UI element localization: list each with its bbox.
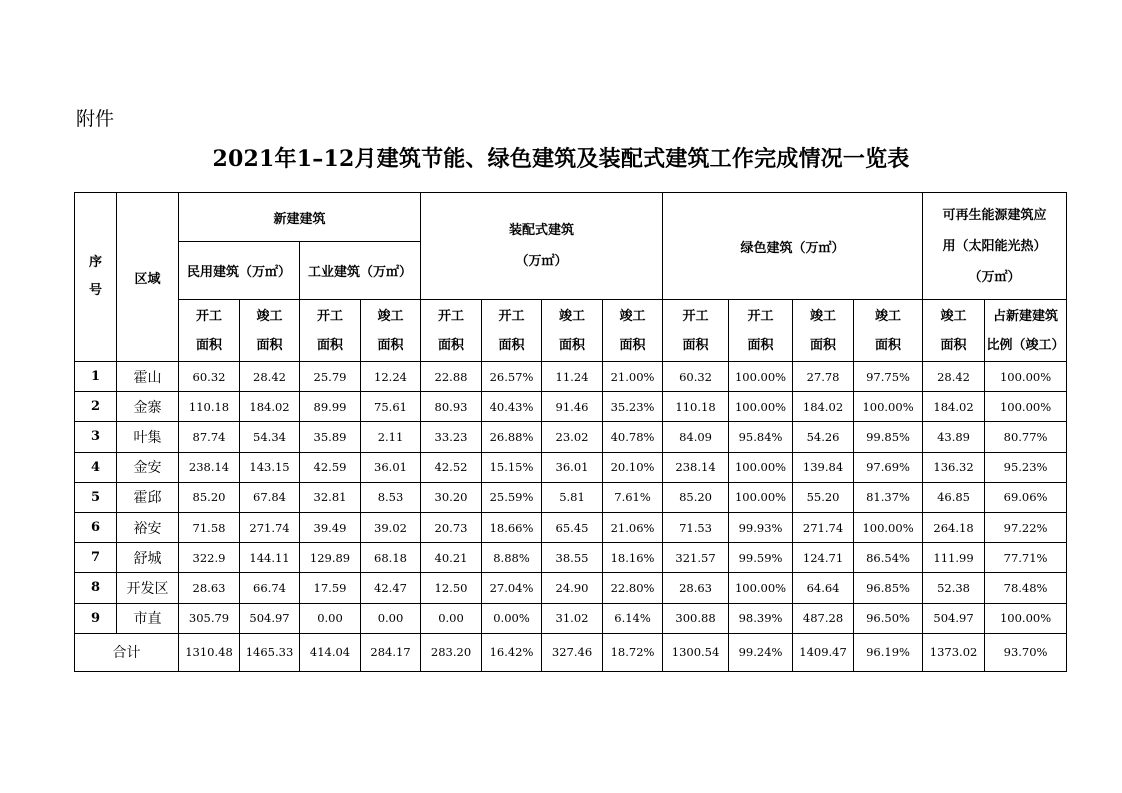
- row-region: 金安: [117, 452, 179, 482]
- column-header-line: 开工: [682, 308, 709, 324]
- total-cell: 1465.33: [240, 633, 300, 671]
- table-row: [75, 362, 1067, 392]
- table-cell: 38.55: [542, 543, 603, 573]
- table-cell: 24.90: [542, 573, 603, 603]
- table-cell: 25.59%: [482, 482, 542, 512]
- table-cell: 97.22%: [985, 512, 1067, 542]
- column-header-line: 竣工: [940, 308, 967, 324]
- table-cell: 66.74: [240, 573, 300, 603]
- table-cell: 504.97: [240, 603, 300, 633]
- column-header-line: 开工: [195, 308, 222, 324]
- table-row: [75, 482, 1067, 512]
- table-cell: 28.63: [663, 573, 729, 603]
- table-cell: 17.59: [300, 573, 361, 603]
- table-cell: 26.57%: [482, 362, 542, 392]
- column-header-line: 面积: [810, 337, 837, 353]
- table-cell: 100.00%: [729, 482, 793, 512]
- table-cell: 23.02: [542, 422, 603, 452]
- header-seq: 序号: [75, 193, 117, 362]
- header-new-building: 新建建筑: [179, 193, 421, 242]
- table-cell: 77.71%: [985, 543, 1067, 573]
- column-header: [923, 300, 985, 362]
- total-label: 合计: [75, 633, 179, 671]
- table-cell: 97.69%: [854, 452, 923, 482]
- table-cell: 21.06%: [603, 512, 663, 542]
- table-cell: 271.74: [240, 512, 300, 542]
- column-header-line: 面积: [619, 337, 646, 353]
- row-seq: 5: [75, 482, 117, 512]
- total-cell: 18.72%: [603, 633, 663, 671]
- table-cell: 184.02: [793, 392, 854, 422]
- table-row: [75, 392, 1067, 422]
- table-cell: 95.23%: [985, 452, 1067, 482]
- table-cell: 65.45: [542, 512, 603, 542]
- row-region: 叶集: [117, 422, 179, 452]
- table-cell: 22.88: [421, 362, 482, 392]
- table-cell: 60.32: [179, 362, 240, 392]
- table-cell: 60.32: [663, 362, 729, 392]
- table-cell: 238.14: [179, 452, 240, 482]
- table-cell: 75.61: [361, 392, 421, 422]
- table-cell: 97.75%: [854, 362, 923, 392]
- table-cell: 8.53: [361, 482, 421, 512]
- table-cell: 20.10%: [603, 452, 663, 482]
- statistics-table: [74, 192, 1067, 672]
- column-header-line: 比例（竣工）: [986, 337, 1065, 353]
- table-cell: 0.00: [421, 603, 482, 633]
- table-cell: 80.77%: [985, 422, 1067, 452]
- table-row: [75, 422, 1067, 452]
- table-cell: 12.50: [421, 573, 482, 603]
- table-cell: 21.00%: [603, 362, 663, 392]
- table-cell: 84.09: [663, 422, 729, 452]
- column-header: [854, 300, 923, 362]
- table-cell: 40.21: [421, 543, 482, 573]
- table-cell: 28.63: [179, 573, 240, 603]
- table-cell: 69.06%: [985, 482, 1067, 512]
- column-header-line: 开工: [747, 308, 774, 324]
- table-cell: 36.01: [542, 452, 603, 482]
- column-header-line: 占新建建筑: [993, 308, 1059, 324]
- table-cell: 96.85%: [854, 573, 923, 603]
- table-cell: 11.24: [542, 362, 603, 392]
- table-cell: 95.84%: [729, 422, 793, 452]
- column-header: [729, 300, 793, 362]
- column-header-line: 面积: [498, 337, 525, 353]
- column-header-line: 竣工: [256, 308, 283, 324]
- column-header: [482, 300, 542, 362]
- header-prefab-line1: 装配式建筑: [509, 223, 575, 238]
- row-region: 开发区: [117, 573, 179, 603]
- column-header: [542, 300, 603, 362]
- table-cell: 39.49: [300, 512, 361, 542]
- table-cell: 42.47: [361, 573, 421, 603]
- table-cell: 39.02: [361, 512, 421, 542]
- table-cell: 54.34: [240, 422, 300, 452]
- column-header: [663, 300, 729, 362]
- table-cell: 27.78: [793, 362, 854, 392]
- table-cell: 487.28: [793, 603, 854, 633]
- table-cell: 27.04%: [482, 573, 542, 603]
- table-cell: 321.57: [663, 543, 729, 573]
- table-cell: 305.79: [179, 603, 240, 633]
- table-cell: 2.11: [361, 422, 421, 452]
- row-region: 舒城: [117, 543, 179, 573]
- table-cell: 71.58: [179, 512, 240, 542]
- table-cell: 98.39%: [729, 603, 793, 633]
- table-cell: 40.43%: [482, 392, 542, 422]
- total-cell: 327.46: [542, 633, 603, 671]
- table-cell: 87.74: [179, 422, 240, 452]
- row-seq: 2: [75, 392, 117, 422]
- row-region: 市直: [117, 603, 179, 633]
- header-renewable-line1: 可再生能源建筑应: [942, 207, 1047, 223]
- column-header-line: 竣工: [810, 308, 837, 324]
- table-cell: 99.59%: [729, 543, 793, 573]
- table-cell: 43.89: [923, 422, 985, 452]
- column-header: [240, 300, 300, 362]
- row-seq: 3: [75, 422, 117, 452]
- table-cell: 71.53: [663, 512, 729, 542]
- header-prefab: [421, 193, 663, 300]
- table-cell: 85.20: [179, 482, 240, 512]
- column-header-line: 面积: [316, 337, 343, 353]
- table-cell: 80.93: [421, 392, 482, 422]
- total-row: [75, 633, 1067, 671]
- table-cell: 28.42: [240, 362, 300, 392]
- column-header-line: 面积: [256, 337, 283, 353]
- table-cell: 35.89: [300, 422, 361, 452]
- row-region: 裕安: [117, 512, 179, 542]
- table-cell: 136.32: [923, 452, 985, 482]
- total-cell: 99.24%: [729, 633, 793, 671]
- table-cell: 504.97: [923, 603, 985, 633]
- table-cell: 100.00%: [729, 573, 793, 603]
- table-cell: 54.26: [793, 422, 854, 452]
- table-cell: 0.00: [300, 603, 361, 633]
- column-header-line: 面积: [377, 337, 404, 353]
- column-header-line: 开工: [438, 308, 465, 324]
- header-renewable-line2: 用（太阳能光热）: [942, 238, 1047, 254]
- table-cell: 85.20: [663, 482, 729, 512]
- table-cell: 111.99: [923, 543, 985, 573]
- table-cell: 18.16%: [603, 543, 663, 573]
- total-cell: 1310.48: [179, 633, 240, 671]
- table-cell: 30.20: [421, 482, 482, 512]
- table-cell: 100.00%: [729, 362, 793, 392]
- table-cell: 89.99: [300, 392, 361, 422]
- row-seq: 6: [75, 512, 117, 542]
- column-header: [793, 300, 854, 362]
- table-cell: 64.64: [793, 573, 854, 603]
- row-region: 霍邱: [117, 482, 179, 512]
- total-cell: 283.20: [421, 633, 482, 671]
- table-cell: 26.88%: [482, 422, 542, 452]
- table-cell: 143.15: [240, 452, 300, 482]
- table-cell: 25.79: [300, 362, 361, 392]
- table-cell: 42.59: [300, 452, 361, 482]
- row-seq: 4: [75, 452, 117, 482]
- table-row: [75, 543, 1067, 573]
- table-cell: 184.02: [923, 392, 985, 422]
- table-cell: 40.78%: [603, 422, 663, 452]
- column-header: [603, 300, 663, 362]
- table-cell: 100.00%: [729, 392, 793, 422]
- table-cell: 28.42: [923, 362, 985, 392]
- column-header-line: 面积: [940, 337, 967, 353]
- table-cell: 55.20: [793, 482, 854, 512]
- column-header: [985, 300, 1067, 362]
- table-cell: 264.18: [923, 512, 985, 542]
- table-cell: 42.52: [421, 452, 482, 482]
- table-cell: 35.23%: [603, 392, 663, 422]
- header-region: 区域: [117, 193, 179, 362]
- table-cell: 81.37%: [854, 482, 923, 512]
- table-cell: 67.84: [240, 482, 300, 512]
- row-region: 霍山: [117, 362, 179, 392]
- table-cell: 86.54%: [854, 543, 923, 573]
- row-seq: 1: [75, 362, 117, 392]
- column-header-line: 开工: [316, 308, 343, 324]
- header-renewable: [923, 193, 1067, 300]
- table-cell: 68.18: [361, 543, 421, 573]
- total-cell: 1409.47: [793, 633, 854, 671]
- table-cell: 12.24: [361, 362, 421, 392]
- column-header-line: 竣工: [619, 308, 646, 324]
- table-cell: 0.00%: [482, 603, 542, 633]
- column-header-line: 面积: [438, 337, 465, 353]
- table-cell: 0.00: [361, 603, 421, 633]
- header-prefab-line2: （万㎡）: [515, 254, 568, 269]
- table-row: [75, 603, 1067, 633]
- row-region: 金寨: [117, 392, 179, 422]
- total-cell: 1373.02: [923, 633, 985, 671]
- table-cell: 100.00%: [729, 452, 793, 482]
- column-header-line: 面积: [682, 337, 709, 353]
- column-header: [421, 300, 482, 362]
- attachment-label: 附件: [76, 108, 115, 130]
- table-row: [75, 512, 1067, 542]
- header-civil: 民用建筑（万㎡）: [179, 242, 300, 300]
- header-industrial: 工业建筑（万㎡）: [300, 242, 421, 300]
- table-cell: 7.61%: [603, 482, 663, 512]
- table-cell: 46.85: [923, 482, 985, 512]
- table-cell: 99.93%: [729, 512, 793, 542]
- table-cell: 22.80%: [603, 573, 663, 603]
- table-cell: 6.14%: [603, 603, 663, 633]
- header-renewable-line3: （万㎡）: [968, 269, 1021, 285]
- total-cell: 93.70%: [985, 633, 1067, 671]
- document-title: 2021年1–12月建筑节能、绿色建筑及装配式建筑工作完成情况一览表: [212, 146, 910, 172]
- table-cell: 100.00%: [854, 392, 923, 422]
- table-cell: 144.11: [240, 543, 300, 573]
- table-cell: 124.71: [793, 543, 854, 573]
- table-cell: 100.00%: [985, 392, 1067, 422]
- table-cell: 110.18: [179, 392, 240, 422]
- table-cell: 91.46: [542, 392, 603, 422]
- table-cell: 100.00%: [854, 512, 923, 542]
- column-header: [361, 300, 421, 362]
- column-header-line: 竣工: [875, 308, 902, 324]
- total-cell: 1300.54: [663, 633, 729, 671]
- column-header-line: 面积: [559, 337, 586, 353]
- row-seq: 8: [75, 573, 117, 603]
- row-seq: 9: [75, 603, 117, 633]
- column-header-line: 开工: [498, 308, 525, 324]
- table-cell: 238.14: [663, 452, 729, 482]
- table-cell: 52.38: [923, 573, 985, 603]
- header-green: 绿色建筑（万㎡）: [663, 193, 923, 300]
- table-cell: 271.74: [793, 512, 854, 542]
- table-row: [75, 573, 1067, 603]
- table-cell: 300.88: [663, 603, 729, 633]
- table-cell: 100.00%: [985, 603, 1067, 633]
- table-cell: 184.02: [240, 392, 300, 422]
- table-cell: 78.48%: [985, 573, 1067, 603]
- table-cell: 36.01: [361, 452, 421, 482]
- total-cell: 284.17: [361, 633, 421, 671]
- table-cell: 96.50%: [854, 603, 923, 633]
- column-header-line: 竣工: [559, 308, 586, 324]
- column-header-line: 面积: [875, 337, 902, 353]
- table-cell: 8.88%: [482, 543, 542, 573]
- table-cell: 20.73: [421, 512, 482, 542]
- column-header-line: 竣工: [377, 308, 404, 324]
- table-cell: 100.00%: [985, 362, 1067, 392]
- table-cell: 99.85%: [854, 422, 923, 452]
- table-cell: 110.18: [663, 392, 729, 422]
- row-seq: 7: [75, 543, 117, 573]
- column-header-line: 面积: [747, 337, 774, 353]
- table-cell: 129.89: [300, 543, 361, 573]
- table-cell: 18.66%: [482, 512, 542, 542]
- table-cell: 31.02: [542, 603, 603, 633]
- column-header: [179, 300, 240, 362]
- table-row: [75, 452, 1067, 482]
- table-cell: 5.81: [542, 482, 603, 512]
- total-cell: 96.19%: [854, 633, 923, 671]
- table-cell: 139.84: [793, 452, 854, 482]
- table-cell: 322.9: [179, 543, 240, 573]
- total-cell: 16.42%: [482, 633, 542, 671]
- table-cell: 33.23: [421, 422, 482, 452]
- total-cell: 414.04: [300, 633, 361, 671]
- column-header-line: 面积: [195, 337, 222, 353]
- column-header: [300, 300, 361, 362]
- table-cell: 32.81: [300, 482, 361, 512]
- table-cell: 15.15%: [482, 452, 542, 482]
